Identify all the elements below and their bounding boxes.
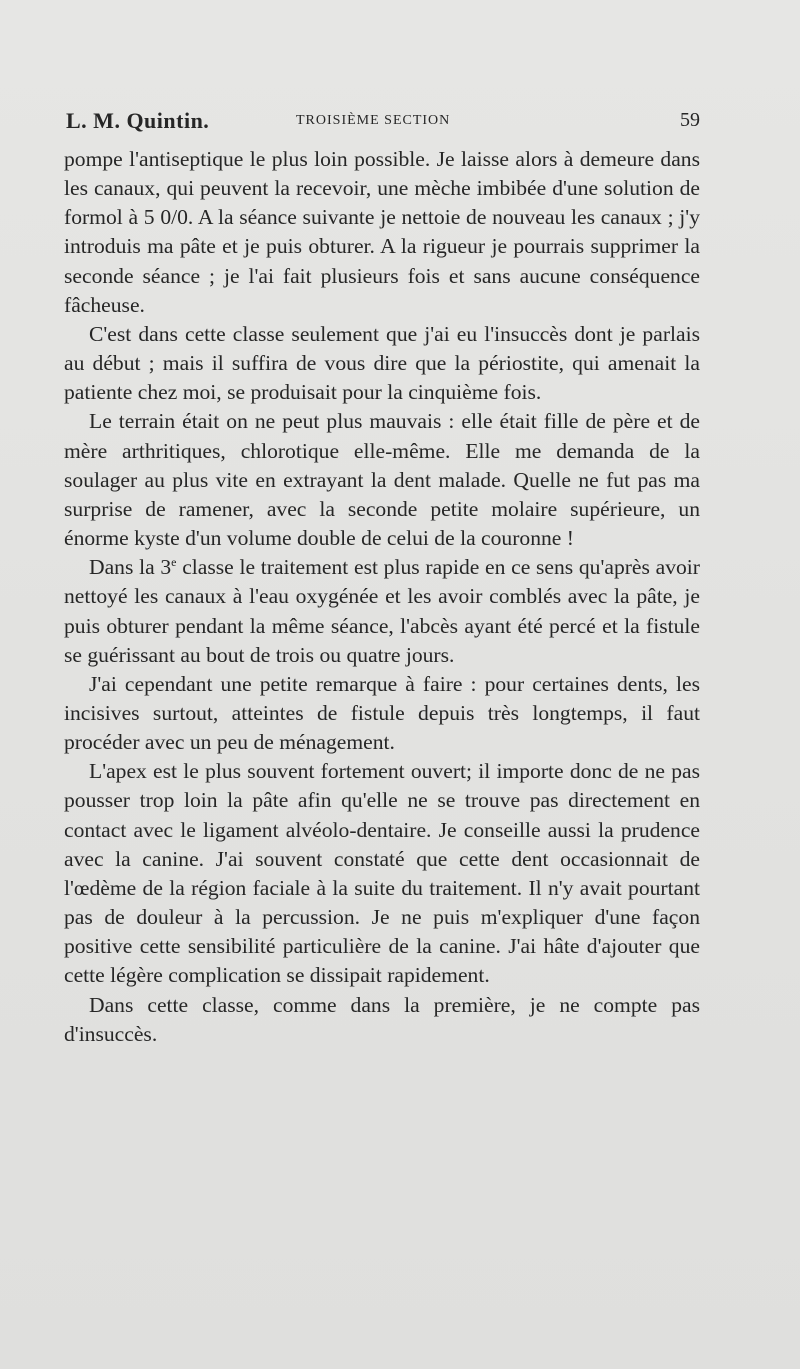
- section-title: TROISIÈME SECTION: [296, 113, 451, 128]
- paragraph-5: J'ai cependant une petite remarque à faire : pour certaines dents, les incisives surtout, atteintes de fistule depuis très longtemps, il faut procéder avec un peu de ménagement.: [64, 671, 700, 755]
- paragraph-4: Dans la 3e classe le traitement est plus rapide en ce sens qu'après avoir nettoyé les canaux à l'eau oxygénée et les avoir comblés avec la pâte, je puis obturer pendant la même séance, l'abcès ayant été percé et la fistule se guérissant au bout de trois ou quatre jours.: [64, 555, 700, 667]
- paragraph-2: C'est dans cette classe seulement que j'ai eu l'insuccès dont je parlais au début ; mais il suffira de vous dire que la périostite, qui amenait la patiente chez moi, se produisait pour la cinquième fois.: [64, 321, 700, 405]
- running-header: [66, 108, 700, 140]
- paragraph-1: pompe l'antiseptique le plus loin possible. Je laisse alors à demeure dans les canaux, qui peuvent la recevoir, une mèche imbibée d'une solution de formol à 5 0/0. A la séance suivante je nettoie de nouveau les canaux ; j'y introduis ma pâte et je puis obturer. A la rigueur je pourrais supprimer la seconde séance ; je l'ai fait plusieurs fois et sans aucune conséquence fâcheuse.: [64, 147, 700, 317]
- paragraph-3: Le terrain était on ne peut plus mauvais : elle était fille de père et de mère arthritiques, chlorotique elle-même. Elle me demanda de la soulager au plus vite en extrayant la dent malade. Quelle ne fut pas ma surprise de ramener, avec la seconde petite molaire supérieure, un énorme kyste d'un volume double de celui de la couronne !: [64, 409, 700, 551]
- paragraph-7: Dans cette classe, comme dans la première, je ne compte pas d'insuccès.: [64, 992, 700, 1046]
- author-name: L. M. Quintin.: [66, 108, 210, 133]
- page-number: 59: [680, 109, 700, 131]
- paragraph-6: L'apex est le plus souvent fortement ouvert; il importe donc de ne pas pousser trop loin la pâte afin qu'elle ne se trouve pas directement en contact avec le ligament alvéolo-dentaire. Je conseille aussi la prudence avec la canine. J'ai souvent constaté que cette dent occasionnait de l'œdème de la région faciale à la suite du traitement. Il n'y avait pourtant pas de douleur à la percussion. Je ne puis m'expliquer d'une façon positive cette sensibilité particulière de la canine. J'ai hâte d'ajouter que cette légère complication se dissipait rapidement.: [64, 759, 700, 988]
- body-text: [64, 145, 700, 1049]
